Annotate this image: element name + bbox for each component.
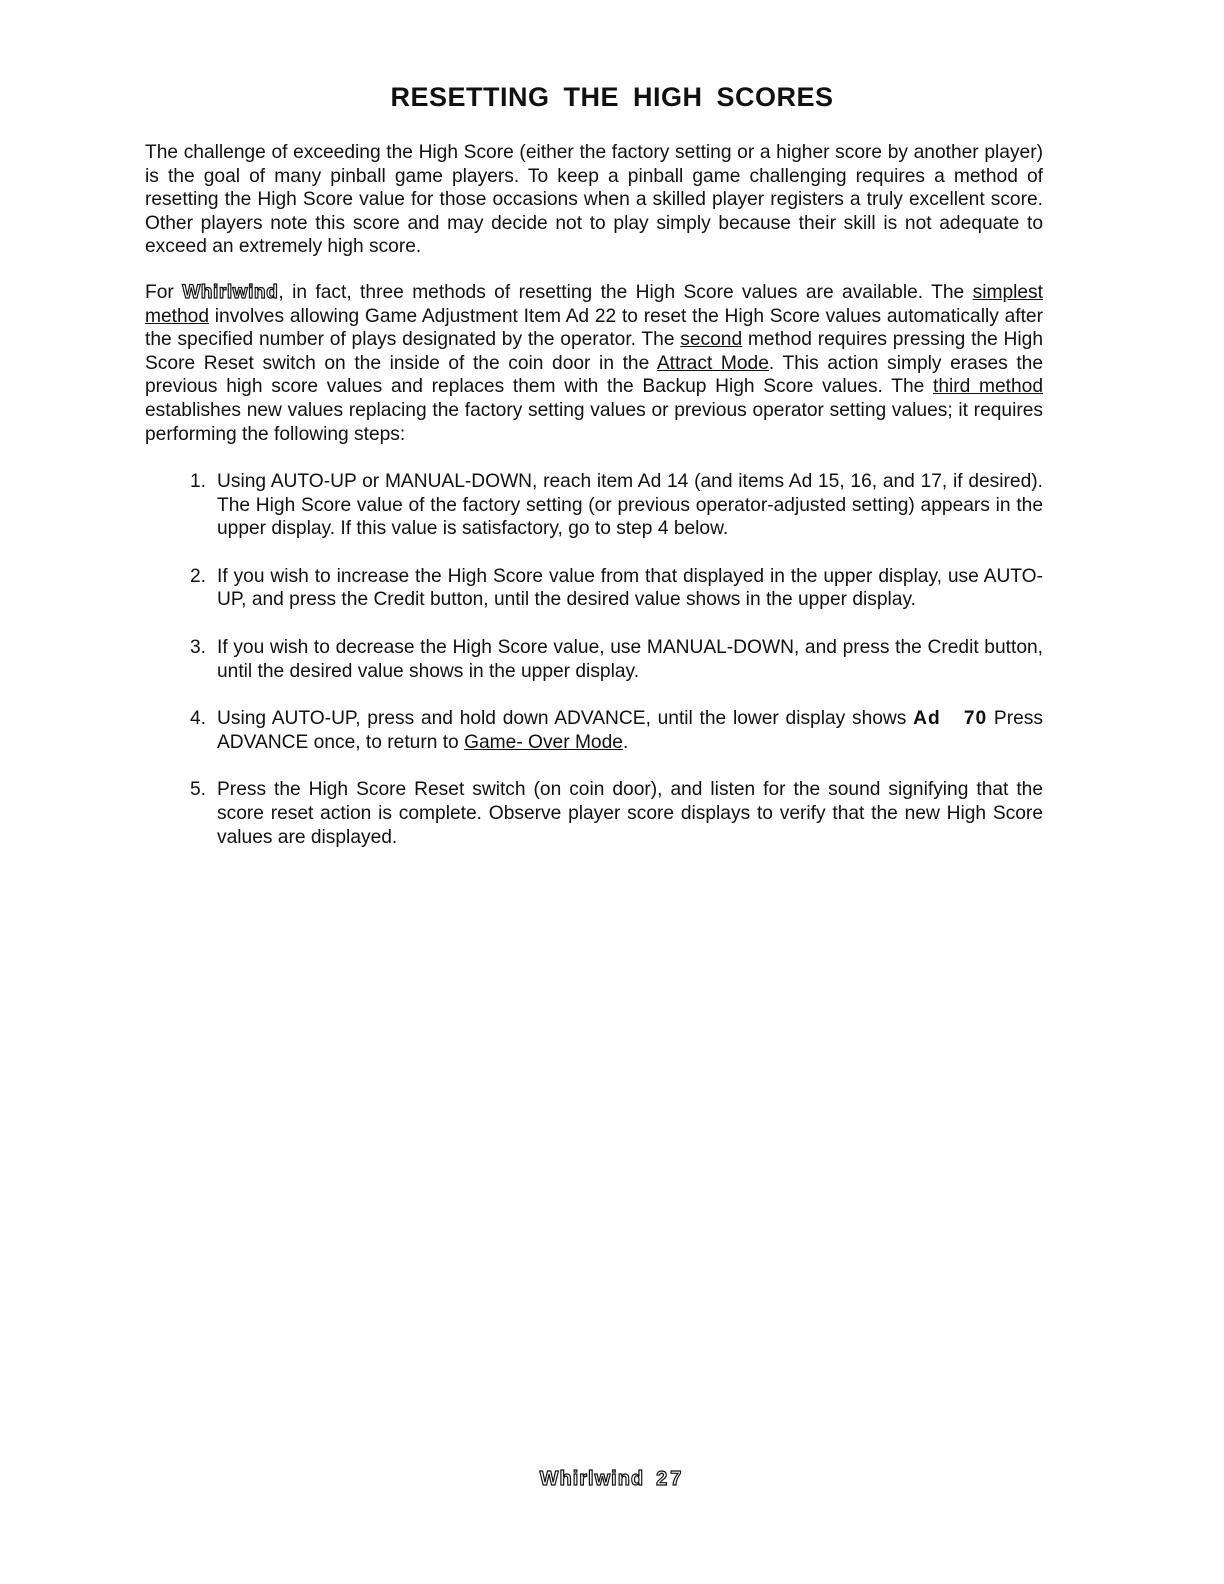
page-number: 27 xyxy=(656,1468,685,1490)
intro-paragraph: The challenge of exceeding the High Score (either the factory setting or a higher score by another player) is the goal of many pinball game players. To keep a pinball game challenging requires a method of resetting the High Score value for those occasions when a skilled player registers a truly excellent score. Other players note this score and may decide not to play simply because their skill is not adequate to exceed an extremely high score. xyxy=(145,142,1043,258)
step-text: Using AUTO-UP, press and hold down ADVANCE, until the lower display shows Ad 70 Press ADVANCE once, to return to Game- Over Mode. xyxy=(217,708,1043,753)
list-item xyxy=(190,778,1043,849)
methods-paragraph: For Whirlwind, in fact, three methods of resetting the High Score values are available. The simplest method involves allowing Game Adjustment Item Ad 22 to reset the High Score values automatically after the specified number of plays designated by the operator. The second method requires pressing the High Score Reset switch on the inside of the coin door in the Attract Mode. This action simply erases the previous high score values and replaces them with the Backup High Score values. The third method establishes new values replacing the factory setting values or previous operator setting values; it requires performing the following steps: xyxy=(145,282,1044,445)
step-text: If you wish to decrease the High Score value, use MANUAL-DOWN, and press the Credit button, until the desired value shows in the upper display. xyxy=(217,636,1043,682)
steps-list xyxy=(190,470,1043,873)
underlined-term-attract-mode: Attract Mode xyxy=(656,352,769,374)
list-item xyxy=(190,636,1043,683)
page-footer xyxy=(0,1468,1224,1491)
lower-display-value: Ad 70 xyxy=(913,708,988,730)
step-number: 5. xyxy=(190,779,207,801)
underlined-term-simplest-method: simplest method xyxy=(145,282,1043,327)
step-number: 3. xyxy=(190,636,207,658)
footer-brand: Whirlwind xyxy=(539,1468,645,1490)
list-item xyxy=(190,470,1043,541)
list-item xyxy=(190,707,1043,754)
brand-name: Whirlwind xyxy=(182,282,279,303)
step-text: If you wish to increase the High Score value from that displayed in the upper display, use AUTO-UP, and press the Credit button, until the desired value shows in the upper display. xyxy=(217,565,1043,611)
list-item xyxy=(190,565,1043,612)
step-text: Using AUTO-UP or MANUAL-DOWN, reach item Ad 14 (and items Ad 15, 16, and 17, if desired). The High Score value of the factory setting (or previous operator-adjusted setting) appears in the upper display. If this value is satisfactory, go to step 4 below. xyxy=(217,471,1043,540)
step-number: 2. xyxy=(190,565,207,587)
underlined-term-third-method: third method xyxy=(932,376,1044,398)
underlined-term-second: second xyxy=(680,329,743,351)
underlined-term-game-over-mode: Game- Over Mode xyxy=(464,731,623,753)
page-title: RESETTING THE HIGH SCORES xyxy=(390,82,834,112)
step-number: 4. xyxy=(190,708,207,730)
step-number: 1. xyxy=(190,471,207,492)
step-text: Press the High Score Reset switch (on coin door), and listen for the sound signifying that the score reset action is complete. Observe player score displays to verify that the new High Score values are displayed. xyxy=(217,779,1043,848)
